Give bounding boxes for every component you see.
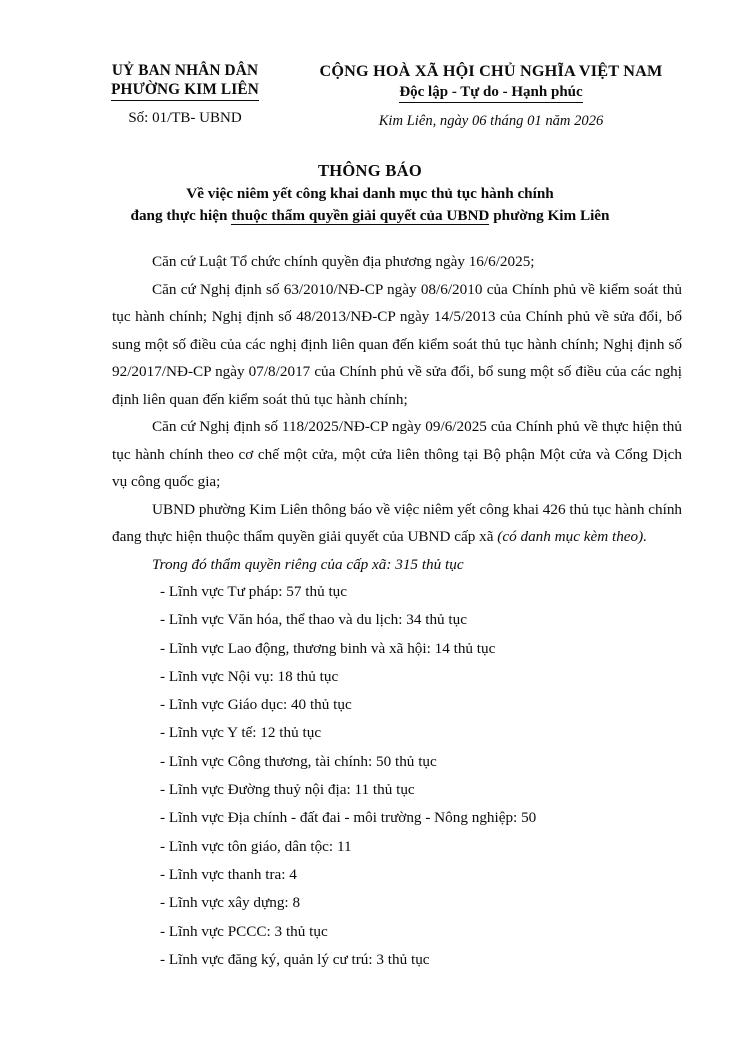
list-item: - Lĩnh vực tôn giáo, dân tộc: 11	[160, 837, 352, 855]
legal-basis-paragraph-3: Căn cứ Nghị định số 118/2025/NĐ-CP ngày 09/6/2025 của Chính phủ về thực hiện thủ tục hành chính theo cơ chế một cửa, một cửa liên thông tại Bộ phận Một cửa và Cổng Dịch vụ công quốc gia;	[112, 418, 682, 490]
place-and-date: Kim Liên, ngày 06 tháng 01 năm 2026	[378, 113, 604, 129]
document-title-block	[0, 160, 740, 226]
list-item: - Lĩnh vực Lao động, thương binh và xã hội: 14 thủ tục	[160, 639, 496, 657]
document-number: Số: 01/TB- UBND	[128, 110, 242, 126]
page-title: THÔNG BÁO	[317, 161, 422, 180]
title-subtitle-prefix: đang thực hiện	[130, 207, 232, 224]
issuing-authority-block	[58, 62, 294, 127]
authority-line-1: UỶ BAN NHÂN DÂN	[111, 62, 259, 79]
national-heading-block	[294, 62, 682, 130]
announcement-attachment-note: (có danh mục kèm theo).	[497, 528, 647, 545]
announcement-text: UBND phường Kim Liên thông báo về việc niêm yết công khai 426 thủ tục hành chính đang thực hiện thuộc thẩm quyền giải quyết của UBND cấp xã	[112, 500, 683, 545]
commune-authority-subheading: Trong đó thẩm quyền riêng của cấp xã: 315 thủ tục	[152, 555, 464, 573]
list-item: - Lĩnh vực Công thương, tài chính: 50 thủ tục	[160, 752, 437, 770]
title-subtitle-underlined: thuộc thẩm quyền giải quyết của UBND	[231, 207, 490, 224]
list-item: - Lĩnh vực Nội vụ: 18 thủ tục	[160, 667, 339, 685]
document-body	[0, 248, 740, 974]
document-header	[0, 0, 740, 130]
list-item: - Lĩnh vực Văn hóa, thể thao và du lịch: 34 thủ tục	[160, 611, 467, 629]
list-item: - Lĩnh vực Tư pháp: 57 thủ tục	[160, 583, 348, 600]
list-item: - Lĩnh vực thanh tra: 4	[160, 865, 297, 883]
title-subtitle-line-2	[40, 205, 700, 226]
national-title: CỘNG HOÀ XÃ HỘI CHỦ NGHĨA VIỆT NAM	[319, 62, 663, 80]
title-subtitle-suffix: phường Kim Liên	[489, 207, 610, 224]
list-item: - Lĩnh vực Địa chính - đất đai - môi trường - Nông nghiệp: 50	[160, 809, 537, 827]
national-motto: Độc lập - Tự do - Hạnh phúc	[399, 83, 582, 103]
announcement-paragraph	[112, 496, 682, 551]
administrative-field-list	[112, 578, 682, 974]
legal-basis-paragraph-1: Căn cứ Luật Tổ chức chính quyền địa phương ngày 16/6/2025;	[152, 253, 535, 270]
authority-line-2: PHƯỜNG KIM LIÊN	[111, 81, 259, 102]
title-subtitle-line-1: Về việc niêm yết công khai danh mục thủ tục hành chính	[186, 185, 554, 202]
list-item: - Lĩnh vực xây dựng: 8	[160, 894, 301, 912]
list-item: - Lĩnh vực đăng ký, quản lý cư trú: 3 thủ tục	[160, 950, 430, 968]
list-item: - Lĩnh vực Đường thuỷ nội địa: 11 thủ tục	[160, 781, 415, 799]
legal-basis-paragraph-2: Căn cứ Nghị định số 63/2010/NĐ-CP ngày 08/6/2010 của Chính phủ về kiểm soát thủ tục hành chính; Nghị định số 48/2013/NĐ-CP ngày 14/5/2013 của Chính phủ về sửa đổi, bổ sung một số điều của các nghị định liên quan đến kiểm soát thủ tục hành chính; Nghị định số 92/2017/NĐ-CP ngày 07/8/2017 của Chính phủ về sửa đổi, bổ sung một số điều của các nghị định liên quan đến kiểm soát thủ tục hành chính;	[112, 280, 682, 408]
list-item: - Lĩnh vực Y tế: 12 thủ tục	[160, 724, 322, 742]
list-item: - Lĩnh vực Giáo dục: 40 thủ tục	[160, 696, 352, 714]
list-item: - Lĩnh vực PCCC: 3 thủ tục	[160, 922, 328, 940]
